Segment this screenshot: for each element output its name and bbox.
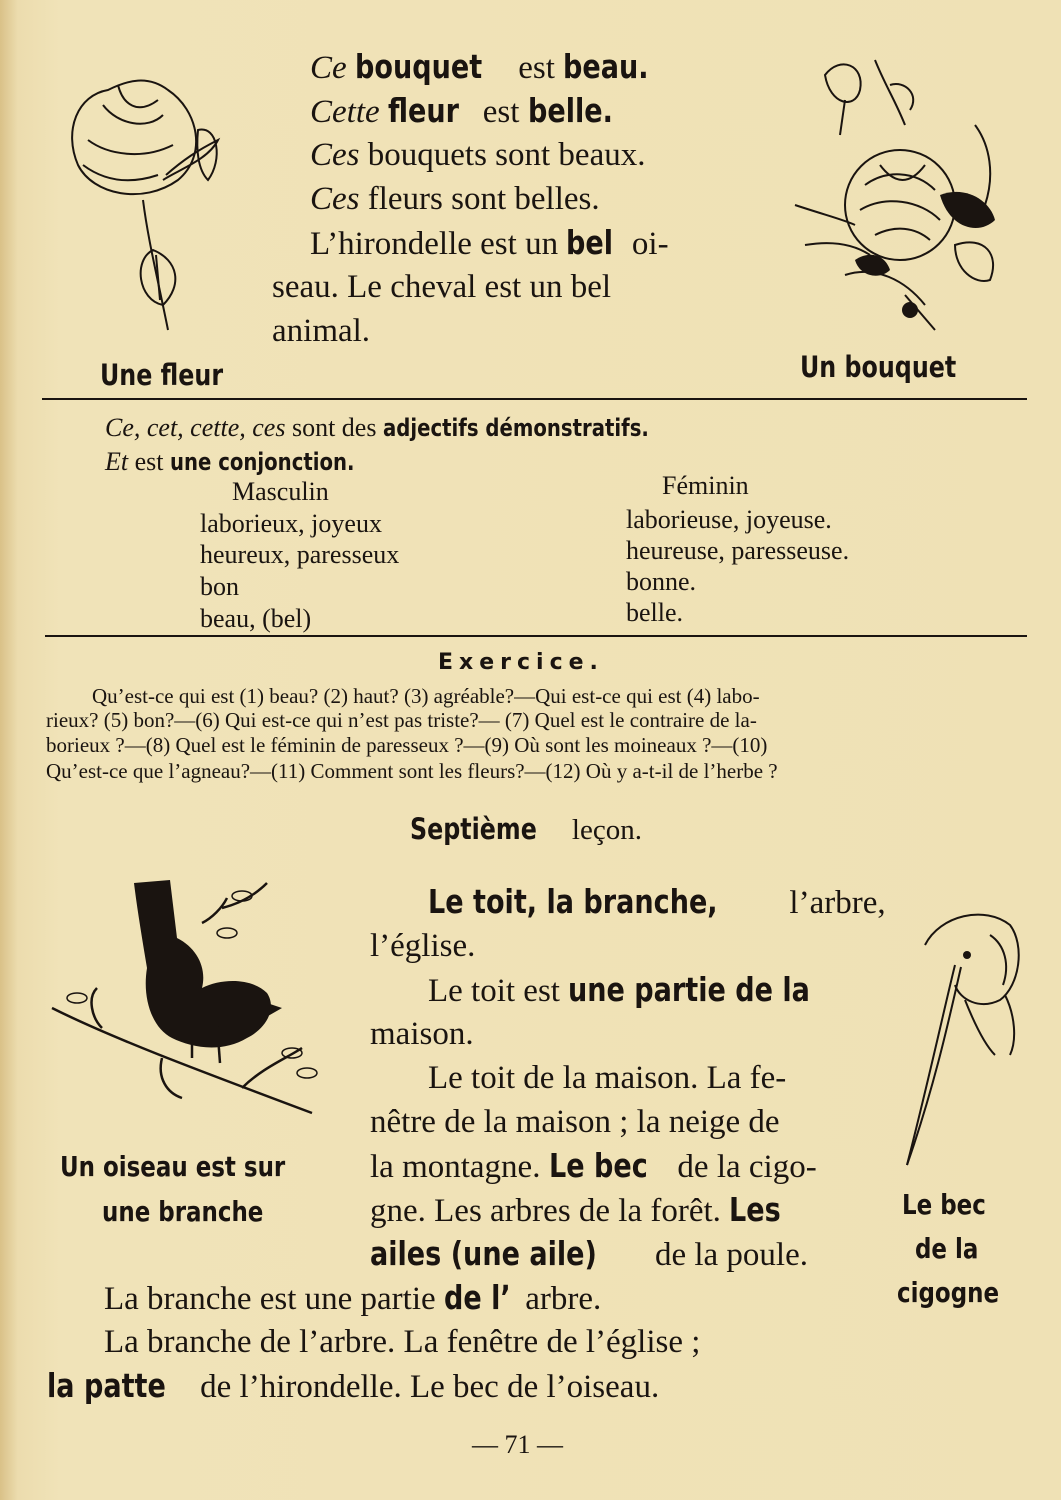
exercise-line: Qu’est-ce que l’agneau?—(11) Comment sont les fleurs?—(12) Où y a-t-il de l’herbe ?: [46, 759, 778, 783]
caption-stork: cigogne: [897, 1276, 1000, 1309]
fem-item: belle.: [626, 598, 684, 627]
word: Le toit, la branche,: [428, 882, 718, 921]
caption-bird: une branche: [102, 1195, 264, 1228]
caption-flower: Une fleur: [100, 358, 224, 392]
word: La branche est une partie: [104, 1281, 436, 1317]
word: adjectifs démonstratifs.: [382, 414, 649, 442]
fem-item: laborieuse, joyeuse.: [626, 505, 832, 534]
word: la patte: [47, 1366, 166, 1405]
word: beau.: [563, 47, 649, 86]
word: Le toit est: [428, 973, 560, 1009]
fem-item: heureuse, paresseuse.: [626, 536, 850, 565]
word: est: [482, 94, 520, 130]
word: la montagne.: [370, 1149, 541, 1185]
word: est: [518, 50, 555, 86]
word: l’arbre,: [789, 885, 886, 921]
word: une conjonction.: [170, 448, 355, 476]
word: Le bec: [548, 1146, 648, 1185]
divider: [42, 398, 1027, 400]
word: gne. Les arbres de la forêt.: [370, 1193, 721, 1229]
masc-item: bon: [200, 572, 239, 601]
word: fleurs sont belles.: [367, 181, 600, 217]
word: belle.: [527, 91, 613, 130]
word: oi-: [631, 226, 669, 262]
text-line: maison.: [370, 1016, 474, 1052]
bouquet-illustration: [785, 45, 1015, 335]
word: de l’hirondelle. Le bec de l’oiseau.: [200, 1369, 660, 1405]
exercise-line: Qu’est-ce qui est (1) beau? (2) haut? (3) agréable?—Qui est-ce qui est (4) labo-: [92, 684, 760, 708]
word: L’hirondelle est un: [310, 226, 559, 262]
caption-bouquet: Un bouquet: [800, 350, 957, 384]
page-number: — 71 —: [472, 1430, 563, 1459]
masc-item: laborieux, joyeux: [200, 509, 382, 538]
word: est: [134, 447, 164, 476]
word: de l’: [443, 1278, 511, 1317]
word: Cette: [310, 94, 380, 130]
word: fleur: [387, 91, 459, 130]
word: bouquet: [354, 47, 483, 86]
word: une partie de la: [568, 970, 811, 1009]
text-line: La branche de l’arbre. La fenêtre de l’église ;: [104, 1324, 701, 1360]
word: arbre.: [525, 1281, 602, 1317]
word: de la poule.: [654, 1237, 808, 1273]
exercise-title: Exercice.: [438, 650, 604, 675]
word: Ces: [310, 181, 360, 217]
divider: [45, 635, 1027, 637]
word: Ce, cet, cette, ces: [105, 413, 286, 442]
caption-stork: Le bec: [902, 1188, 986, 1221]
lesson-title-rest: leçon.: [571, 814, 642, 846]
fem-item: bonne.: [626, 567, 697, 596]
stork-illustration: [895, 905, 1030, 1175]
word: Ces: [310, 137, 360, 173]
exercise-line: borieux ?—(8) Quel est le féminin de paresseux ?—(9) Où sont les moineaux ?—(10): [46, 733, 768, 757]
flower-illustration: [48, 70, 238, 335]
masc-item: heureux, paresseux: [200, 540, 400, 569]
word: ailes (une aile): [370, 1234, 597, 1273]
text-line: seau. Le cheval est un bel: [272, 269, 612, 305]
text-line: Le toit de la maison. La fe-: [428, 1060, 787, 1096]
caption-stork: de la: [915, 1232, 979, 1265]
exercise-line: rieux? (5) bon?—(6) Qui est-ce qui n’est pas triste?— (7) Quel est le contraire de la-: [46, 708, 757, 732]
word: de la cigo-: [677, 1149, 817, 1185]
feminin-heading: Féminin: [662, 471, 749, 500]
text-line: l’église.: [370, 928, 476, 964]
word: bouquets sont beaux.: [367, 137, 646, 173]
caption-bird: Un oiseau est sur: [60, 1150, 286, 1183]
masc-item: beau, (bel): [200, 604, 312, 633]
lesson-title: Septième: [410, 812, 537, 846]
text-line: animal.: [272, 313, 371, 349]
word: Et: [105, 447, 129, 476]
text-line: nêtre de la maison ; la neige de: [370, 1104, 780, 1140]
word: Ce: [310, 50, 347, 86]
word: sont des: [291, 413, 377, 442]
masculin-heading: Masculin: [232, 477, 329, 506]
word: Les: [729, 1190, 781, 1229]
bird-illustration: [42, 878, 342, 1138]
word: bel: [566, 223, 614, 262]
